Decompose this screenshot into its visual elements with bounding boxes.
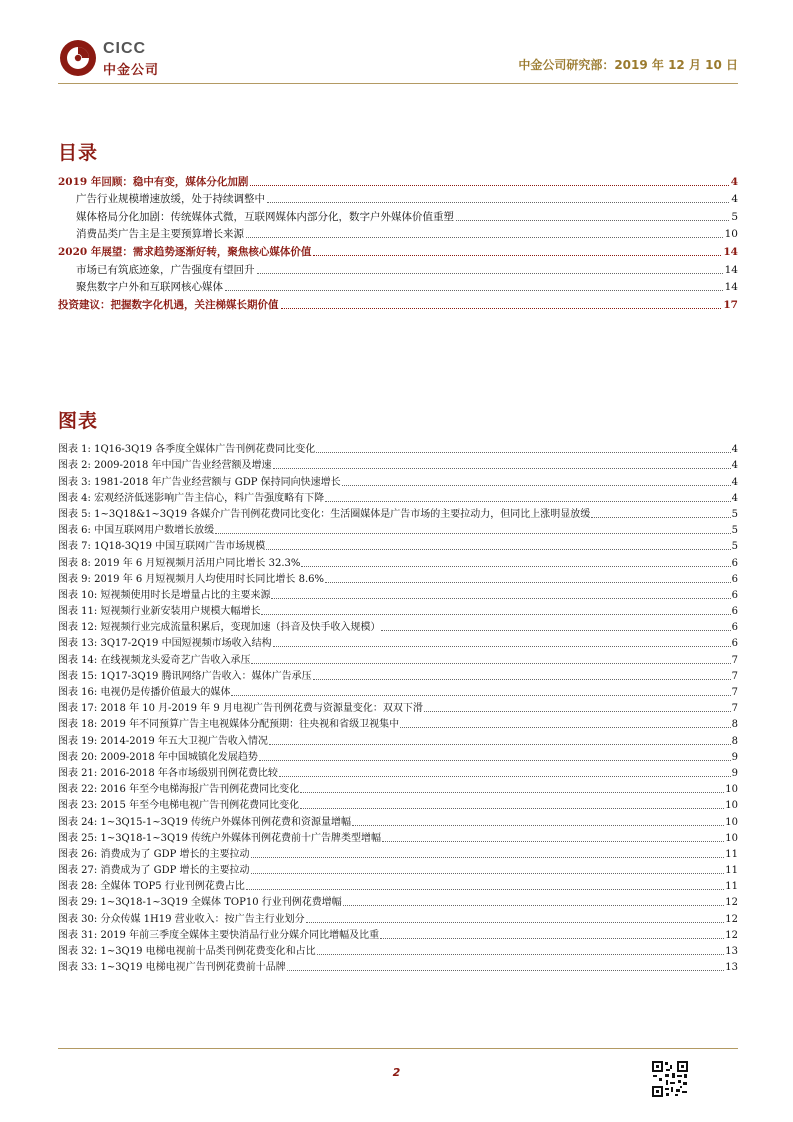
figure-entry-page: 10	[725, 816, 738, 828]
figure-list-entry[interactable]	[58, 731, 738, 747]
figure-entry-page: 4	[731, 460, 738, 472]
figure-entry-page: 12	[725, 913, 738, 925]
figure-entry-page: 10	[725, 784, 738, 796]
figure-entry-label: 图表 17: 2018 年 10 月-2019 年 9 月电视广告刊例花费与资源量变化：双双下滑	[58, 703, 423, 715]
toc-leader-dots	[246, 237, 723, 238]
figure-leader-dots	[251, 873, 725, 874]
figure-leader-dots	[300, 808, 724, 809]
figure-list-entry[interactable]	[58, 683, 738, 699]
figure-leader-dots	[342, 485, 731, 486]
figure-entry-page: 4	[731, 444, 738, 456]
header-divider	[58, 83, 738, 84]
figure-entry-page: 5	[731, 508, 738, 520]
figure-entry-page: 6	[731, 589, 738, 601]
figure-entry-label: 图表 9: 2019 年 6 月短视频月人均使用时长同比增长 8.6%	[58, 573, 325, 585]
toc-list	[58, 171, 738, 312]
figure-list-entry[interactable]	[58, 667, 738, 683]
figures-list	[58, 440, 738, 974]
figure-entry-label: 图表 19: 2014-2019 年五大卫视广告收入情况	[58, 735, 268, 747]
figures-title: 图表	[58, 410, 99, 432]
figure-entry-label: 图表 29: 1~3Q18-1~3Q19 全媒体 TOP10 行业刊例花费增幅	[58, 897, 342, 909]
figure-list-entry[interactable]	[58, 942, 738, 958]
page-header	[58, 34, 738, 84]
toc-entry-label: 媒体格局分化加剧：传统媒体式微，互联网媒体内部分化，数字户外媒体价值重塑	[76, 210, 454, 223]
toc-section-entry[interactable]	[58, 241, 738, 259]
figure-leader-dots	[251, 857, 725, 858]
toc-entry-page: 17	[723, 298, 738, 311]
figure-entry-label: 图表 28: 全媒体 TOP5 行业刊例花费占比	[58, 881, 245, 893]
toc-entry-label: 市场已有筑底迹象，广告强度有望回升	[76, 263, 255, 276]
figure-entry-page: 6	[731, 622, 738, 634]
figure-list-entry[interactable]	[58, 618, 738, 634]
toc-title: 目录	[58, 142, 99, 164]
figure-entry-label: 图表 18: 2019 年不同预算广告主电视媒体分配预期：往央视和省级卫视集中	[58, 719, 400, 731]
figure-list-entry[interactable]	[58, 845, 738, 861]
toc-section-entry[interactable]	[58, 171, 738, 189]
footer-divider	[58, 1048, 738, 1049]
toc-leader-dots	[250, 185, 728, 186]
figure-list-entry[interactable]	[58, 909, 738, 925]
figure-entry-page: 10	[725, 832, 738, 844]
toc-subsection-entry[interactable]	[58, 259, 738, 277]
toc-entry-page: 14	[723, 245, 738, 258]
figure-leader-dots	[382, 841, 724, 842]
figure-list-entry[interactable]	[58, 553, 738, 569]
figure-entry-page: 5	[731, 525, 738, 537]
figure-entry-page: 13	[725, 946, 738, 957]
figure-entry-label: 图表 5: 1~3Q18&1~3Q19 各媒介广告刊例花费同比变化：生活圈媒体是广告市场的主要拉动力，但同比上涨明显放缓	[58, 508, 591, 520]
figure-list-entry[interactable]	[58, 472, 738, 488]
figure-list-entry[interactable]	[58, 958, 738, 974]
figure-list-entry[interactable]	[58, 926, 738, 942]
figure-entry-label: 图表 30: 分众传媒 1H19 营业收入：按广告主行业划分	[58, 913, 305, 925]
figure-entry-page: 6	[731, 573, 738, 585]
figure-entry-page: 12	[725, 897, 738, 909]
figure-leader-dots	[313, 679, 731, 680]
figure-entry-page: 8	[731, 735, 738, 747]
toc-leader-dots	[456, 220, 729, 221]
figure-entry-label: 图表 13: 3Q17-2Q19 中国短视频市场收入结构	[58, 638, 272, 650]
toc-entry-label: 2020 年展望：需求趋势逐渐好转，聚焦核心媒体价值	[58, 245, 312, 258]
report-date-header: 中金公司研究部：2019 年 12 月 10 日	[518, 58, 738, 72]
figure-list-entry[interactable]	[58, 699, 738, 715]
figure-leader-dots	[273, 468, 731, 469]
figure-list-entry[interactable]	[58, 634, 738, 650]
figure-leader-dots	[306, 922, 725, 923]
figure-list-entry[interactable]	[58, 489, 738, 505]
toc-entry-label: 2019 年回顾：稳中有变，媒体分化加剧	[58, 175, 249, 188]
figure-entry-page: 4	[731, 492, 738, 504]
figure-entry-page: 12	[725, 929, 738, 941]
figure-list-entry[interactable]	[58, 440, 738, 456]
qr-code-icon	[651, 1060, 689, 1098]
figure-list-entry[interactable]	[58, 893, 738, 909]
page-number: 2	[392, 1066, 401, 1079]
toc-entry-page: 5	[731, 210, 738, 223]
figure-leader-dots	[381, 630, 730, 631]
figure-leader-dots	[251, 663, 730, 664]
figure-leader-dots	[300, 792, 724, 793]
figure-leader-dots	[261, 614, 730, 615]
figure-entry-page: 6	[731, 638, 738, 650]
figure-leader-dots	[301, 566, 730, 567]
figure-entry-label: 图表 25: 1~3Q18-1~3Q19 传统户外媒体刊例花费前十广告牌类型增幅	[58, 832, 382, 844]
figure-entry-label: 图表 15: 1Q17-3Q19 腾讯网络广告收入：媒体广告承压	[58, 670, 312, 682]
figure-entry-page: 13	[725, 962, 738, 974]
figure-list-entry[interactable]	[58, 505, 738, 521]
figure-entry-page: 7	[731, 670, 738, 682]
figure-entry-page: 6	[731, 606, 738, 618]
figure-list-entry[interactable]	[58, 812, 738, 828]
figure-entry-page: 8	[731, 719, 738, 731]
toc-entry-page: 4	[730, 175, 738, 188]
figure-entry-label: 图表 33: 1~3Q19 电梯电视广告刊例花费前十品牌	[58, 962, 286, 974]
figure-list-entry[interactable]	[58, 861, 738, 877]
figure-entry-label: 图表 1: 1Q16-3Q19 各季度全媒体广告刊例花费同比变化	[58, 444, 316, 456]
figure-leader-dots	[287, 970, 725, 971]
toc-entry-label: 投资建议：把握数字化机遇，关注梯媒长期价值	[58, 298, 279, 311]
figure-leader-dots	[266, 549, 730, 550]
figure-leader-dots	[325, 582, 731, 583]
figure-entry-label: 图表 32: 1~3Q19 电梯电视前十品类刊例花费变化和占比	[58, 946, 316, 957]
figure-entry-label: 图表 23: 2015 年至今电梯电视广告刊例花费同比变化	[58, 800, 300, 812]
figure-entry-label: 图表 22: 2016 年至今电梯海报广告刊例花费同比变化	[58, 784, 300, 796]
figure-list-entry[interactable]	[58, 780, 738, 796]
figure-entry-label: 图表 20: 2009-2018 年中国城镇化发展趋势	[58, 751, 258, 763]
figure-entry-page: 11	[725, 881, 738, 893]
figure-entry-label: 图表 27: 消费成为了 GDP 增长的主要拉动	[58, 865, 250, 877]
logo-english-text: CICC	[103, 40, 147, 57]
toc-subsection-entry[interactable]	[58, 224, 738, 242]
toc-leader-dots	[257, 273, 723, 274]
toc-entry-page: 4	[731, 193, 738, 206]
figure-list-entry[interactable]	[58, 570, 738, 586]
figure-entry-label: 图表 26: 消费成为了 GDP 增长的主要拉动	[58, 848, 250, 860]
figure-entry-label: 图表 24: 1~3Q15-1~3Q19 传统户外媒体刊例花费和资源量增幅	[58, 816, 352, 828]
figure-list-entry[interactable]	[58, 650, 738, 666]
figure-entry-label: 图表 16: 电视仍是传播价值最大的媒体	[58, 687, 231, 698]
figure-entry-label: 图表 4: 宏观经济低迷影响广告主信心，料广告强度略有下降	[58, 492, 325, 504]
toc-entry-page: 14	[724, 281, 738, 294]
figure-entry-page: 7	[731, 703, 738, 715]
figure-leader-dots	[380, 938, 724, 939]
figure-list-entry[interactable]	[58, 521, 738, 537]
figure-entry-page: 5	[731, 541, 738, 553]
figure-leader-dots	[215, 533, 731, 534]
cicc-logo-mark-icon	[58, 38, 98, 78]
toc-leader-dots	[281, 308, 722, 309]
figure-entry-page: 9	[731, 751, 738, 763]
figure-entry-label: 图表 10: 短视频使用时长是增量占比的主要来源	[58, 589, 271, 601]
figure-list-entry[interactable]	[58, 537, 738, 553]
figure-entry-page: 11	[725, 865, 738, 877]
figure-entry-label: 图表 6: 中国互联网用户数增长放缓	[58, 525, 215, 537]
figure-leader-dots	[352, 825, 724, 826]
figure-list-entry[interactable]	[58, 796, 738, 812]
figure-leader-dots	[591, 517, 730, 518]
figure-leader-dots	[279, 776, 731, 777]
figure-list-entry[interactable]	[58, 748, 738, 764]
figure-list-entry[interactable]	[58, 456, 738, 472]
figure-leader-dots	[271, 598, 730, 599]
figure-entry-page: 10	[725, 800, 738, 812]
toc-leader-dots	[267, 202, 729, 203]
figure-entry-label: 图表 2: 2009-2018 年中国广告业经营额及增速	[58, 460, 272, 472]
toc-entry-page: 14	[724, 263, 738, 276]
figure-list-entry[interactable]	[58, 602, 738, 618]
toc-entry-label: 聚焦数字户外和互联网核心媒体	[76, 281, 223, 294]
figure-entry-label: 图表 3: 1981-2018 年广告业经营额与 GDP 保持同向快速增长	[58, 476, 341, 488]
figure-leader-dots	[259, 760, 731, 761]
figure-leader-dots	[231, 695, 730, 696]
logo-chinese-text: 中金公司	[103, 63, 160, 78]
figure-leader-dots	[317, 954, 725, 955]
figure-entry-page: 11	[725, 848, 738, 860]
figure-list-entry[interactable]	[58, 877, 738, 893]
toc-entry-label: 消费品类广告主是主要预算增长来源	[76, 228, 244, 241]
figure-leader-dots	[400, 727, 731, 728]
figure-entry-page: 9	[731, 767, 738, 779]
figure-leader-dots	[343, 905, 725, 906]
figure-entry-label: 图表 31: 2019 年前三季度全媒体主要快消品行业分媒介同比增幅及比重	[58, 929, 380, 941]
cicc-logo	[58, 38, 168, 82]
toc-entry-label: 广告行业规模增速放缓，处于持续调整中	[76, 193, 265, 206]
figure-entry-page: 7	[731, 654, 738, 666]
figure-leader-dots	[246, 889, 724, 890]
figure-entry-label: 图表 8: 2019 年 6 月短视频月活用户同比增长 32.3%	[58, 557, 301, 569]
figure-entry-page: 7	[731, 687, 738, 698]
figure-leader-dots	[273, 646, 731, 647]
toc-subsection-entry[interactable]	[58, 277, 738, 295]
figure-leader-dots	[316, 452, 730, 453]
figure-list-entry[interactable]	[58, 829, 738, 845]
figure-entry-label: 图表 21: 2016-2018 年各市场级别刊例花费比较	[58, 767, 278, 779]
toc-section-entry[interactable]	[58, 294, 738, 312]
toc-entry-page: 10	[724, 228, 738, 241]
figure-leader-dots	[424, 711, 731, 712]
figure-entry-label: 图表 12: 短视频行业完成流量积累后，变现加速（抖音及快手收入规模）	[58, 622, 381, 634]
toc-leader-dots	[225, 290, 723, 291]
figure-entry-label: 图表 14: 在线视频龙头爱奇艺广告收入承压	[58, 654, 251, 666]
toc-leader-dots	[313, 255, 721, 256]
toc-subsection-entry[interactable]	[58, 206, 738, 224]
figure-list-entry[interactable]	[58, 715, 738, 731]
figure-list-entry[interactable]	[58, 586, 738, 602]
figure-entry-page: 6	[731, 557, 738, 569]
toc-subsection-entry[interactable]	[58, 189, 738, 207]
figure-list-entry[interactable]	[58, 764, 738, 780]
figure-leader-dots	[269, 744, 731, 745]
figure-leader-dots	[325, 501, 731, 502]
figure-entry-page: 4	[731, 476, 738, 488]
figure-entry-label: 图表 7: 1Q18-3Q19 中国互联网广告市场规模	[58, 541, 266, 553]
figure-entry-label: 图表 11: 短视频行业新安装用户规模大幅增长	[58, 606, 261, 618]
